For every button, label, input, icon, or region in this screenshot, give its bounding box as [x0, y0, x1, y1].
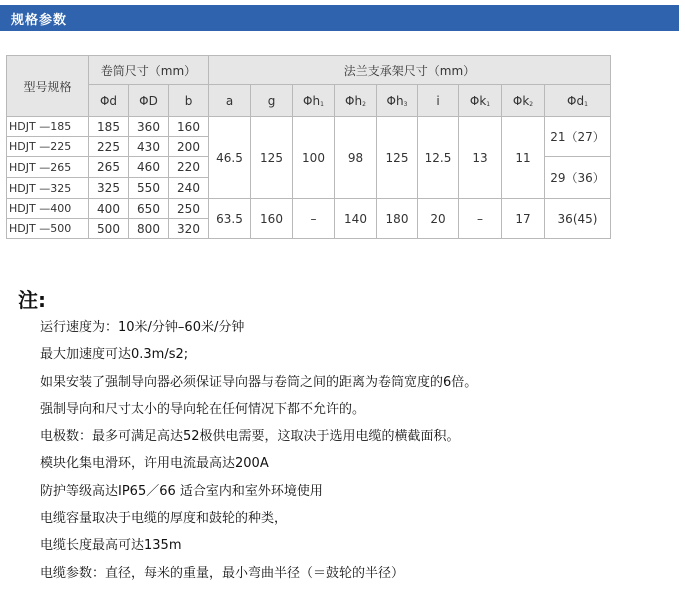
table-cell: 160	[251, 199, 293, 239]
notes-title: 注:	[18, 288, 46, 312]
note-item: 电缆长度最高可达135m	[40, 538, 182, 554]
table-cell: 650	[129, 199, 169, 219]
note-item: 模块化集电滑环，许用电流最高达200A	[40, 456, 269, 472]
table-cell: 98	[335, 117, 377, 199]
table-cell: –	[459, 199, 502, 239]
note-item: 运行速度为：10米/分钟–60米/分钟	[40, 320, 245, 335]
note-item: 最大加速度可达0.3m/s2;	[40, 347, 189, 363]
model-cell: HDJT —265	[7, 157, 89, 178]
col-header: $\Phi h_3$	[377, 85, 418, 117]
model-cell: HDJT —225	[7, 137, 89, 157]
table-cell: 225	[89, 137, 129, 157]
table-cell: 180	[377, 199, 418, 239]
table-cell: –	[293, 199, 335, 239]
table-cell: 185	[89, 117, 129, 137]
col-header: a	[209, 85, 251, 117]
col-header: Φd	[89, 85, 129, 117]
col-header: $\Phi h_1$	[293, 85, 335, 117]
table-cell: 220	[169, 157, 209, 178]
table-cell: 325	[89, 178, 129, 199]
col-header: i	[418, 85, 459, 117]
table-cell: 430	[129, 137, 169, 157]
col-header: $\Phi k_1$	[459, 85, 502, 117]
table-cell: 63.5	[209, 199, 251, 239]
table-cell: 250	[169, 199, 209, 219]
table-cell: 12.5	[418, 117, 459, 199]
note-item: 电缆参数：直径，每米的重量，最小弯曲半径（＝鼓轮的半径）	[40, 565, 405, 581]
table-cell: 46.5	[209, 117, 251, 199]
table-cell: 17	[502, 199, 545, 239]
table-row	[7, 117, 611, 137]
section-header-bar	[0, 5, 685, 31]
col-header: ΦD	[129, 85, 169, 117]
table-cell: 125	[377, 117, 418, 199]
table-cell: 265	[89, 157, 129, 178]
table-cell: 800	[129, 219, 169, 239]
col-header: $\Phi h_2$	[335, 85, 377, 117]
model-cell: HDJT —500	[7, 219, 89, 239]
table-cell: 13	[459, 117, 502, 199]
col-header: $\Phi d_1$	[545, 85, 611, 117]
table-cell: 240	[169, 178, 209, 199]
col-header: b	[169, 85, 209, 117]
col-header: g	[251, 85, 293, 117]
model-header: 型号规格	[7, 56, 89, 117]
table-cell: 400	[89, 199, 129, 219]
table-cell: 125	[251, 117, 293, 199]
note-item: 如果安装了强制导向器必须保证导向器与卷筒之间的距离为卷筒宽度的6倍。	[40, 374, 478, 390]
table-cell: 20	[418, 199, 459, 239]
table-cell: 550	[129, 178, 169, 199]
note-item: 电极数：最多可满足高达52极供电需要，这取决于选用电缆的横截面积。	[40, 429, 460, 445]
table-cell: 36(45)	[545, 199, 611, 239]
notes-list	[40, 318, 477, 591]
note-item: 强制导向和尺寸太小的导向轮在任何情况下都不允许的。	[40, 401, 366, 417]
table-cell: 100	[293, 117, 335, 199]
model-cell: HDJT —185	[7, 117, 89, 137]
table-cell: 11	[502, 117, 545, 199]
model-cell: HDJT —325	[7, 178, 89, 199]
note-item: 电缆容量取决于电缆的厚度和鼓轮的种类，	[40, 511, 288, 527]
table-cell: 200	[169, 137, 209, 157]
table-cell: 160	[169, 117, 209, 137]
table-cell: 29（36）	[545, 157, 611, 199]
spec-table	[6, 55, 611, 239]
table-cell: 360	[129, 117, 169, 137]
table-cell: 140	[335, 199, 377, 239]
table-cell: 21（27）	[545, 117, 611, 157]
flange-size-header: 法兰支承架尺寸（mm）	[209, 56, 611, 85]
table-cell: 320	[169, 219, 209, 239]
note-item: 防护等级高达IP65／66 适合室内和室外环境使用	[40, 483, 323, 499]
model-cell: HDJT —400	[7, 199, 89, 219]
col-header: $\Phi k_2$	[502, 85, 545, 117]
drum-size-header: 卷筒尺寸（mm）	[89, 56, 209, 85]
table-row	[7, 199, 611, 219]
table-cell: 500	[89, 219, 129, 239]
table-cell: 460	[129, 157, 169, 178]
section-title: 规格参数	[11, 13, 68, 28]
